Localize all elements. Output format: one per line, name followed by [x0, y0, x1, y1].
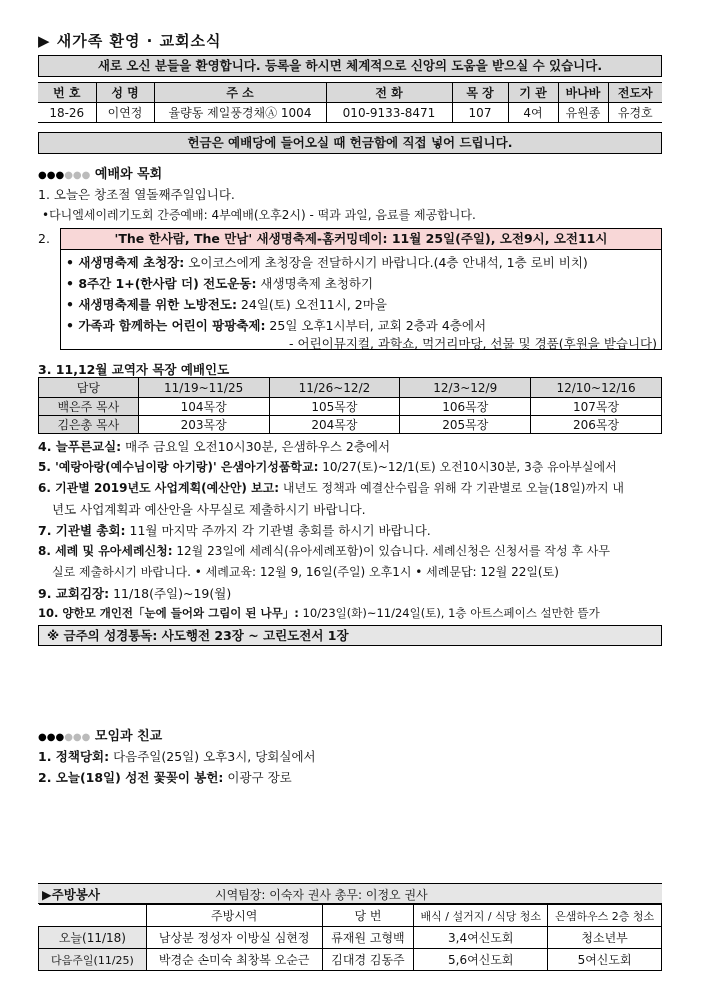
- list-item: [38, 605, 600, 621]
- item-text: 이광구 장로: [223, 770, 292, 785]
- list-item-continuation: 년도 사업계획과 예산안을 사무실로 제출하시기 바랍니다.: [52, 502, 366, 517]
- bible-reading-banner: ※ 금주의 성경통독: 사도행전 23장 ~ 고린도전서 1장: [38, 625, 662, 646]
- page-title: ▶ 새가족 환영 · 교회소식: [38, 32, 222, 50]
- item-text: 11월 마지막 주까지 각 기관별 총회를 하시기 바랍니다.: [125, 523, 431, 538]
- list-item: 3. 11,12월 교역자 목장 예배인도: [38, 362, 230, 377]
- header-organization: 기 관: [508, 83, 558, 103]
- item-label: 7. 기관별 총회:: [38, 523, 126, 538]
- table-cell: 204목장: [269, 416, 400, 434]
- list-item: [38, 479, 624, 496]
- header-barnabas: 바나바: [558, 83, 608, 103]
- table-row: [38, 103, 662, 123]
- header-week-1: 11/19~11/25: [138, 378, 269, 398]
- list-item: - 어린이뮤지컬, 과학쇼, 먹거리마당, 선물 및 경품(후원을 받습니다): [289, 336, 657, 351]
- dots-dark-icon: ●●●: [38, 170, 65, 181]
- section-title: 예배와 목회: [94, 167, 163, 182]
- list-item: [38, 747, 316, 765]
- list-item-continuation: 실로 제출하시기 바랍니다. • 세례교육: 12월 9, 16일(주일) 오후1시 • 세례문답: 12월 22일(토): [52, 565, 559, 579]
- item-text: 다음주일(25일) 오후3시, 당회실에서: [109, 749, 316, 764]
- item-text: 매주 금요일 오전10시30분, 은샘하우스 2층에서: [121, 439, 391, 454]
- item-text: 24일(토) 오전11시, 2마을: [236, 297, 387, 312]
- kitchen-title: ▶주방봉사: [42, 887, 100, 902]
- kitchen-table: [38, 904, 662, 971]
- kitchen-leaders: 시역팀장: 이숙자 권사 총무: 이정오 권사: [215, 888, 428, 902]
- pastor-name: 백은주 목사: [39, 398, 139, 416]
- table-cell: 5,6여신도회: [414, 949, 548, 971]
- item-text: 새생명축제 초청하기: [256, 276, 374, 291]
- cell-phone: 010-9133-8471: [326, 103, 452, 123]
- table-row: [39, 398, 662, 416]
- header-in-charge: 담당: [39, 378, 139, 398]
- header-serving-cleaning: 배식 / 설거지 / 식당 청소: [414, 905, 548, 927]
- festival-banner: 'The 한사람, The 만남' 새생명축제-홈커밍데이: 11월 25일(주일), 오전9시, 오전11시: [60, 228, 662, 250]
- list-item: [38, 768, 292, 786]
- item-label: • 가족과 함께하는 어린이 팡팡축제:: [66, 318, 266, 333]
- header-name: 성 명: [96, 83, 154, 103]
- item-text: 내년도 정책과 예결산수립을 위해 각 기관별로 오늘(18일)까지 내: [279, 481, 625, 495]
- list-item: 1. 오늘은 창조절 열돌째주일입니다.: [38, 187, 235, 202]
- header-week-2: 11/26~12/2: [269, 378, 400, 398]
- header-week-3: 12/3~12/9: [400, 378, 531, 398]
- table-cell: 3,4여신도회: [414, 927, 548, 949]
- cell-organization: 4여: [508, 103, 558, 123]
- table-cell: 106목장: [400, 398, 531, 416]
- newcomer-table: [38, 82, 662, 123]
- item-label: 2. 오늘(18일) 성전 꽃꽂이 봉헌:: [38, 770, 224, 785]
- item-label: • 새생명축제 초청장:: [66, 255, 185, 270]
- table-cell: 김대경 김동주: [322, 949, 414, 971]
- dots-dark-icon: ●●●: [38, 732, 65, 743]
- item-label: 5. '예랑아랑(예수님이랑 아기랑)' 은샘아기성품학교:: [38, 460, 319, 474]
- header-number: 번 호: [38, 83, 96, 103]
- welcome-banner: 새로 오신 분들을 환영합니다. 등록을 하시면 체계적으로 신앙의 도움을 받으실 수 있습니다.: [38, 55, 662, 77]
- table-row: [39, 416, 662, 434]
- dots-light-icon: ●●●: [64, 732, 91, 743]
- table-cell: 205목장: [400, 416, 531, 434]
- item-label: 4. 늘푸른교실:: [38, 439, 122, 454]
- table-cell: 203목장: [138, 416, 269, 434]
- table-cell: 206목장: [531, 416, 662, 434]
- date-cell: 오늘(11/18): [39, 927, 147, 949]
- newcomer-table-header: [38, 83, 662, 103]
- item-text: 11/18(주일)~19(월): [109, 586, 232, 601]
- cell-address: 율량동 제일풍경채Ⓐ 1004: [154, 103, 326, 123]
- item-label: 10. 양한모 개인전「눈에 들어와 그림이 된 나무」:: [38, 606, 299, 620]
- header-week-4: 12/10~12/16: [531, 378, 662, 398]
- table-cell: 104목장: [138, 398, 269, 416]
- pastor-table: [38, 377, 662, 434]
- list-item: [38, 437, 390, 455]
- list-item: •다니엘세이레기도회 간증예배: 4부예배(오후2시) - 떡과 과일, 음료를 제공합니다.: [42, 208, 476, 222]
- section-heading-fellowship: [38, 725, 162, 744]
- list-item: [66, 295, 387, 313]
- header-duty: 당 번: [322, 905, 414, 927]
- table-row: [39, 949, 662, 971]
- list-item: [66, 316, 486, 334]
- offering-banner: 헌금은 예배당에 들어오실 때 헌금함에 직접 넣어 드립니다.: [38, 132, 662, 154]
- item-label: 6. 기관별 2019년도 사업계획(예산안) 보고:: [38, 481, 280, 495]
- section-title: 모임과 친교: [94, 729, 163, 744]
- list-item: [38, 458, 617, 475]
- cell-name: 이연정: [96, 103, 154, 123]
- item-text: 25일 오후1시부터, 교회 2층과 4층에서: [265, 318, 487, 333]
- dots-light-icon: ●●●: [64, 170, 91, 181]
- cell-barnabas: 유원종: [558, 103, 608, 123]
- list-item: [38, 542, 610, 559]
- item-text: 12월 23일에 세례식(유아세례포함)이 있습니다. 세례신청은 신청서를 작성 후 사무: [172, 544, 610, 558]
- section-heading-worship: [38, 163, 162, 182]
- table-cell: 남상분 정성자 이방실 심현정: [146, 927, 322, 949]
- item-label: • 새생명축제를 위한 노방전도:: [66, 297, 237, 312]
- list-item: [66, 274, 373, 292]
- pastor-name: 김은총 목사: [39, 416, 139, 434]
- header-evangelist: 전도자: [608, 83, 662, 103]
- item-label: 1. 정책당회:: [38, 749, 110, 764]
- cell-mokjang: 107: [452, 103, 508, 123]
- item-label: 8. 세례 및 유아세례신청:: [38, 544, 173, 558]
- header-house-cleaning: 은샘하우스 2층 청소: [548, 905, 662, 927]
- table-cell: 청소년부: [548, 927, 662, 949]
- header-kitchen-service: 주방시역: [146, 905, 322, 927]
- table-cell: [39, 905, 147, 927]
- item-text: 10/27(토)~12/1(토) 오전10시30분, 3층 유아부실에서: [318, 460, 617, 474]
- date-cell: 다음주일(11/25): [39, 949, 147, 971]
- item-text: 10/23일(화)~11/24일(토), 1층 아트스페이스 설만한 뜰가: [298, 606, 600, 620]
- table-cell: 류재원 고형백: [322, 927, 414, 949]
- list-item: [38, 521, 431, 539]
- list-item: [38, 584, 231, 602]
- item-label: • 8주간 1+(한사람 더) 전도운동:: [66, 276, 257, 291]
- pastor-table-header: [39, 378, 662, 398]
- cell-number: 18-26: [38, 103, 96, 123]
- list-item: [66, 253, 588, 271]
- header-address: 주 소: [154, 83, 326, 103]
- item-text: 오이코스에게 초청장을 전달하시기 바랍니다.(4층 안내석, 1층 로비 비치): [184, 255, 588, 270]
- list-item-number: 2.: [38, 231, 50, 246]
- header-phone: 전 화: [326, 83, 452, 103]
- table-cell: 박경순 손미숙 최창복 오순근: [146, 949, 322, 971]
- cell-evangelist: 유경호: [608, 103, 662, 123]
- table-row: [39, 927, 662, 949]
- item-label: 9. 교회김장:: [38, 586, 110, 601]
- kitchen-table-header: [39, 905, 662, 927]
- table-cell: 107목장: [531, 398, 662, 416]
- table-cell: 5여신도회: [548, 949, 662, 971]
- header-mokjang: 목 장: [452, 83, 508, 103]
- table-cell: 105목장: [269, 398, 400, 416]
